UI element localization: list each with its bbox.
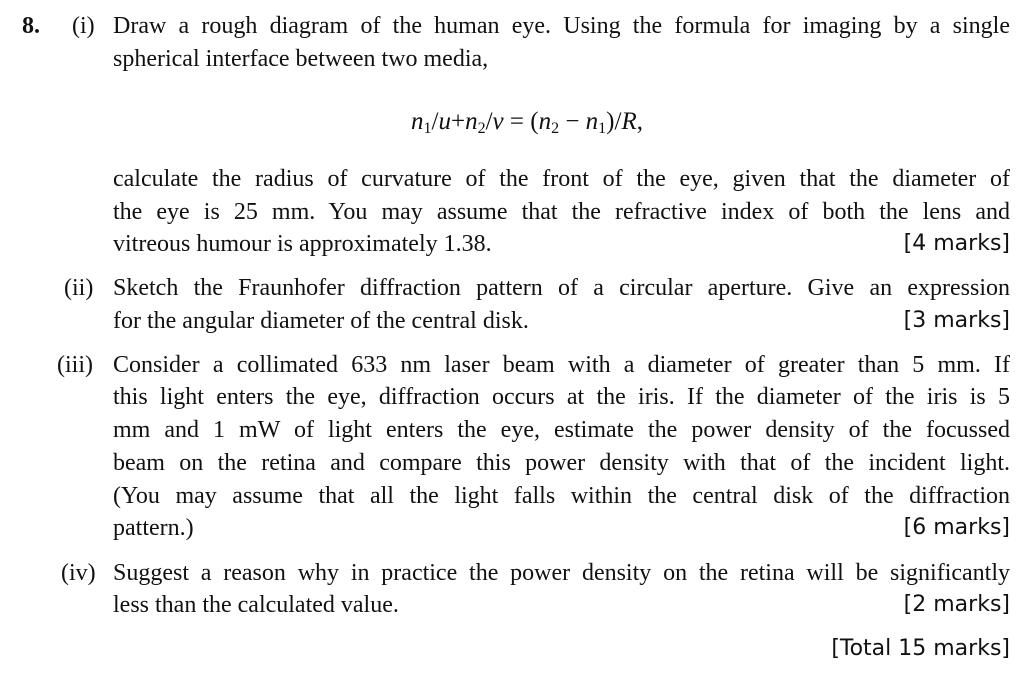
part-iii-line-4: beam on the retina and compare this power density with that of the incident light. <box>113 450 1010 476</box>
part-iii-line-2: this light enters the eye, diffraction occurs at the iris. If the diameter of the iris is 5 <box>113 384 1010 410</box>
part-iv-line-2: less than the calculated value. <box>113 592 399 618</box>
part-ii-label: (ii) <box>64 275 94 301</box>
part-ii-line-2: for the angular diameter of the central disk. <box>113 308 529 334</box>
part-i-marks: [4 marks] <box>903 231 1010 256</box>
part-ii-line-1: Sketch the Fraunhofer diffraction pattern of a circular aperture. Give an expression <box>113 275 1010 301</box>
part-i-line-1: Draw a rough diagram of the human eye. Using the formula for imaging by a single <box>113 13 1010 39</box>
part-iii-line-6: pattern.) <box>113 515 194 541</box>
part-iv-label: (iv) <box>61 560 96 586</box>
part-iv-line-1: Suggest a reason why in practice the power density on the retina will be significantly <box>113 560 1010 586</box>
part-i-line-5: vitreous humour is approximately 1.38. <box>113 231 492 257</box>
part-iv-marks: [2 marks] <box>903 592 1010 617</box>
question-number: 8. <box>22 13 40 39</box>
part-i-line-3: calculate the radius of curvature of the front of the eye, given that the diameter of <box>113 166 1010 192</box>
imaging-equation: $n_1/u+n_2/v = (n_2 - n_1)/R$, <box>411 108 643 137</box>
part-iii-label: (iii) <box>57 352 93 378</box>
part-i-line-4: the eye is 25 mm. You may assume that the refractive index of both the lens and <box>113 199 1010 225</box>
part-ii-marks: [3 marks] <box>903 308 1010 333</box>
total-marks: [Total 15 marks] <box>831 636 1010 661</box>
part-i-line-2: spherical interface between two media, <box>113 46 489 72</box>
part-iii-line-3: mm and 1 mW of light enters the eye, estimate the power density of the focussed <box>113 417 1010 443</box>
part-iii-marks: [6 marks] <box>903 515 1010 540</box>
part-iii-line-5: (You may assume that all the light falls within the central disk of the diffraction <box>113 483 1010 509</box>
part-iii-line-1: Consider a collimated 633 nm laser beam with a diameter of greater than 5 mm. If <box>113 352 1010 378</box>
part-i-label: (i) <box>72 13 95 39</box>
